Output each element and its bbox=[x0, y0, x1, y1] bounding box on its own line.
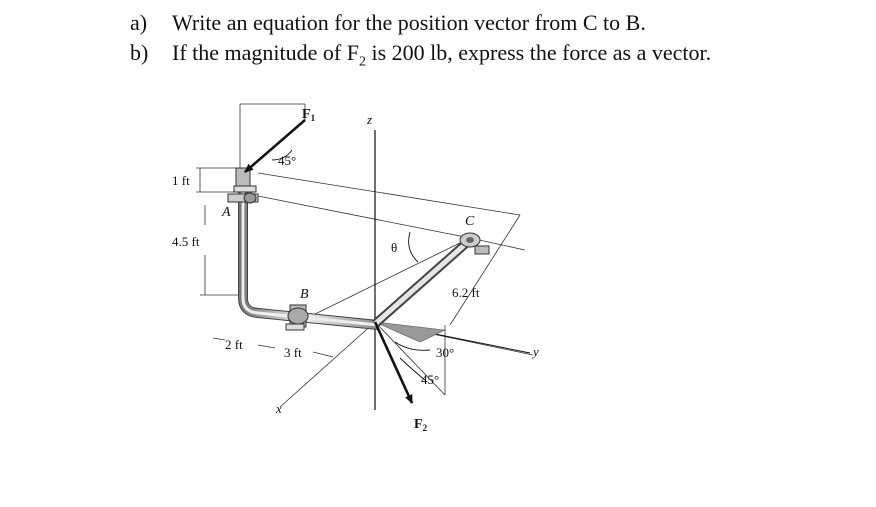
label-f2: $F_2$ bbox=[414, 417, 428, 433]
angle-arc-30 bbox=[395, 342, 430, 350]
label-theta: θ bbox=[391, 240, 398, 255]
construction-lines bbox=[240, 104, 533, 407]
question-b-text-after: is 200 lb, express the force as a vector. bbox=[365, 40, 712, 65]
label-b: B bbox=[300, 287, 309, 302]
label-angle-30: 30° bbox=[436, 345, 455, 360]
question-a-text: Write an equation for the position vector from C to B. bbox=[172, 10, 646, 35]
label-angle-45-top: 45° bbox=[278, 153, 297, 168]
dimension-lines bbox=[196, 168, 333, 357]
theta-arc bbox=[409, 232, 418, 262]
question-a-label: a) bbox=[130, 10, 148, 35]
label-angle-45-bottom: 45° bbox=[421, 372, 440, 387]
question-b-subscript: 2 bbox=[358, 54, 366, 70]
support-a bbox=[228, 168, 258, 203]
label-f1: $F_1$ bbox=[302, 107, 316, 123]
label-dim-4-5ft: 4.5 ft bbox=[172, 234, 200, 249]
label-dim-1ft: 1 ft bbox=[172, 173, 190, 188]
label-c: C bbox=[465, 214, 475, 229]
label-a: A bbox=[222, 205, 231, 220]
label-dim-3ft: 3 ft bbox=[284, 345, 302, 360]
label-x: x bbox=[276, 401, 282, 416]
label-y: y bbox=[533, 344, 539, 359]
label-dim-6-2ft: 6.2 ft bbox=[452, 285, 480, 300]
label-dim-2ft: 2 ft bbox=[225, 337, 243, 352]
question-b-text-before: If the magnitude of F bbox=[172, 40, 359, 65]
f2-projection-shade bbox=[375, 322, 445, 342]
question-b-label: b) bbox=[130, 40, 149, 65]
label-z: z bbox=[367, 112, 373, 127]
support-b bbox=[286, 305, 308, 330]
